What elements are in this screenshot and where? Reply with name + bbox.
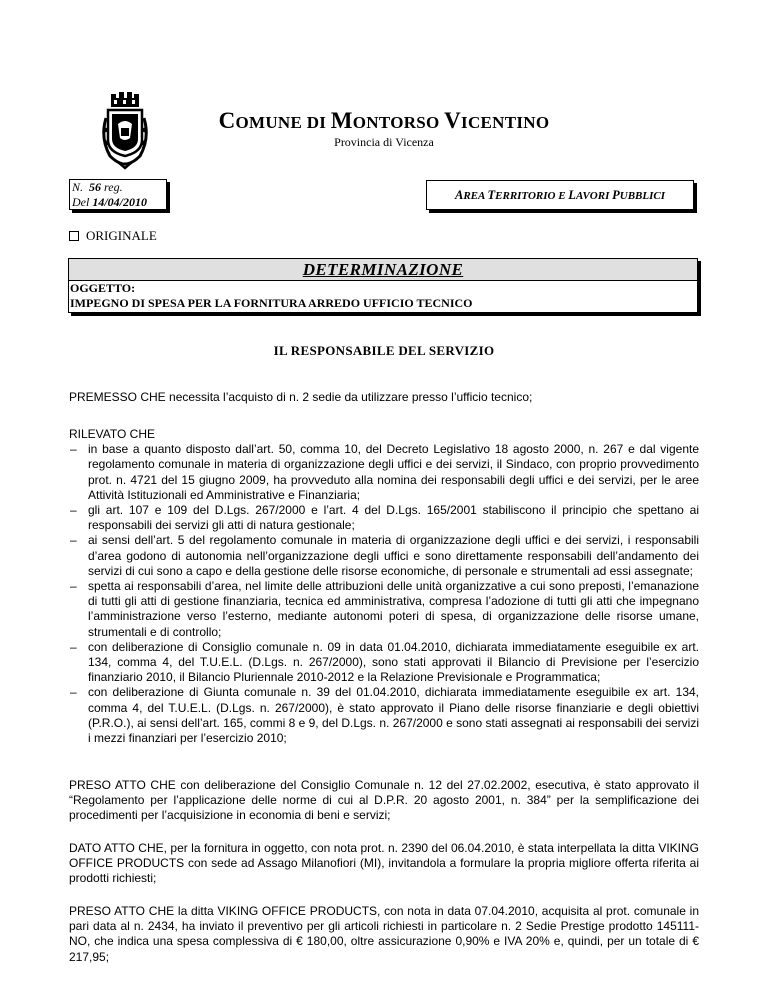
originale-checkbox[interactable] (69, 231, 79, 241)
list-item: – gli art. 107 e 109 del D.Lgs. 267/2000 e l’art. 4 del D.Lgs. 165/2001 stabiliscono il principio che spettano ai responsabili dei servizi gli atti di natura gestionale; (69, 503, 699, 533)
registro-n-value: 56 (89, 180, 102, 194)
registro-reg-label: reg. (104, 180, 123, 194)
list-item: – ai sensi dell’art. 5 del regolamento comunale in materia di organizzazione degli uffici e dei servizi, i responsabili d’area godono di autonomia nell’organizzazione degli uffici e sono direttamente responsabili dell’andamento dei servizi di cui sono a capo e della gestione delle risorse economiche, di personale e strumentali ad essi assegnate; (69, 533, 699, 579)
area-rest: UBBLICI (619, 190, 665, 202)
originale-label: ORIGINALE (86, 228, 157, 243)
area-rest: REA (463, 190, 488, 202)
area-cap: P (612, 188, 620, 202)
list-item: – spetta ai responsabili d’area, nel limite delle attribuzioni delle unità organizzative a cui sono preposti, l’emanazione di tutti gli atti di gestione finanziaria, tecnica ed amministrativa, compresa l’adozione di tutti gli atti che impegnano l’amministrazione verso l’esterno, mediante autonomi poteri di spesa, di organizzazione delle risorse umane, strumentali e di controllo; (69, 579, 699, 640)
comune-title-rest: ICENTINO (461, 113, 550, 132)
comune-title-cap: M (330, 108, 353, 133)
list-item: – con deliberazione di Giunta comunale n. 39 del 01.04.2010, dichiarata immediatamente eseguibile ex art. 134, comma 4, del T.U.E.L. (D.Lgs. n. 267/2000), è stato approvato il Piano delle risorse finanziarie e degli obiettivi (P.R.O.), ai sensi dell’art. 165, commi 8 e 9, del D.Lgs. n. 267/2000 e sono stati assegnati ai responsabili dei servizi i mezzi finanziari per l’esercizio 2010; (69, 685, 699, 746)
preso-atto-text: PRESO ATTO CHE con deliberazione del Consiglio Comunale n. 12 del 27.02.2002, esecutiva, è stato approvato il “Regolamento per l’applicazione delle norme di cui al D.P.R. 20 agosto 2001, n. 384” per la semplificazione dei procedimenti per l’acquisizione in economia di beni e servizi; (69, 778, 699, 823)
rilevato-section (69, 427, 699, 746)
provincia-subtitle: Provincia di Vicenza (334, 135, 434, 149)
registro-date-line (72, 195, 166, 210)
rilevato-label: RILEVATO CHE (69, 427, 156, 441)
registro-date-value: 14/04/2010 (92, 195, 147, 209)
premesso-paragraph (69, 390, 699, 405)
registro-number-line (72, 180, 166, 195)
preso-atto-paragraph (69, 778, 699, 824)
area-rest: AVORI (575, 190, 613, 202)
originale-checkbox-row (69, 228, 157, 244)
comune-title-cap: V (444, 108, 462, 133)
responsabile-title: IL RESPONSABILE DEL SERVIZIO (273, 343, 495, 358)
determinazione-title: DETERMINAZIONE (69, 259, 697, 281)
area-cap: A (455, 188, 464, 202)
oggetto-text: IMPEGNO DI SPESA PER LA FORNITURA ARREDO UFFICIO TECNICO (70, 296, 473, 310)
list-item: – in base a quanto disposto dall’art. 50, comma 10, del Decreto Legislativo 18 agosto 2000, n. 267 e dal vigente regolamento comunale in materia di organizzazione degli uffici e dei servizi, il Sindaco, con proprio provvedimento prot. n. 4721 del 15 giugno 2009, ha provveduto alla nomina dei responsabili degli uffici e dei servizi, per le aree Attività Istituzionali ed Amministrative e Finanziaria; (69, 442, 699, 503)
dato-atto-paragraph (69, 841, 699, 887)
area-cap: L (568, 188, 576, 202)
area-cap: T (487, 188, 496, 202)
preso-atto-preventivo-paragraph (69, 904, 699, 965)
comune-title-cap: C (218, 108, 236, 133)
list-item: – con deliberazione di Consiglio comunale n. 09 in data 01.04.2010, dichiarata immediatamente eseguibile ex art. 134, comma 4, del T.U.E.L. (D.Lgs. n. 267/2000), sono stati approvati il Bilancio di Previsione per l’esercizio finanziario 2010, il Bilancio Pluriennale 2010-2012 e la Relazione Previsionale e Programmatica; (69, 640, 699, 686)
registro-box (69, 179, 167, 210)
determinazione-box (68, 258, 698, 313)
comune-title-rest: ONTORSO (352, 113, 445, 132)
rilevato-list (69, 442, 699, 746)
preso-atto-preventivo-text: PRESO ATTO CHE la ditta VIKING OFFICE PRODUCTS, con nota in data 07.04.2010, acquisita al prot. comunale in pari data al n. 2434, ha inviato il preventivo per gli articoli richiesti in particolare n. 2 Sedie Prestige prodotto 145111-NO, che indica una spesa complessiva di € 180,00, oltre assicurazione 0,90% e IVA 20% e, quindi, per un totale di € 217,95; (69, 904, 699, 964)
comune-title-rest: OMUNE DI (235, 113, 331, 132)
area-rest: ERRITORIO E (495, 190, 569, 202)
registro-n-label: N. (72, 180, 84, 194)
area-box (426, 180, 694, 210)
dato-atto-text: DATO ATTO CHE, per la fornitura in oggetto, con nota prot. n. 2390 del 06.04.2010, è stata interpellata la ditta VIKING OFFICE PRODUCTS con sede ad Assago Milanofiori (MI), invitandola a formulare la propria migliore offerta riferita ai prodotti richiesti; (69, 841, 699, 886)
oggetto-label: OGGETTO: (70, 281, 136, 295)
registro-del-label: Del (72, 195, 90, 209)
premesso-text: PREMESSO CHE necessita l’acquisto di n. 2 sedie da utilizzare presso l’ufficio tecnico; (69, 390, 533, 404)
comune-title (0, 108, 768, 134)
